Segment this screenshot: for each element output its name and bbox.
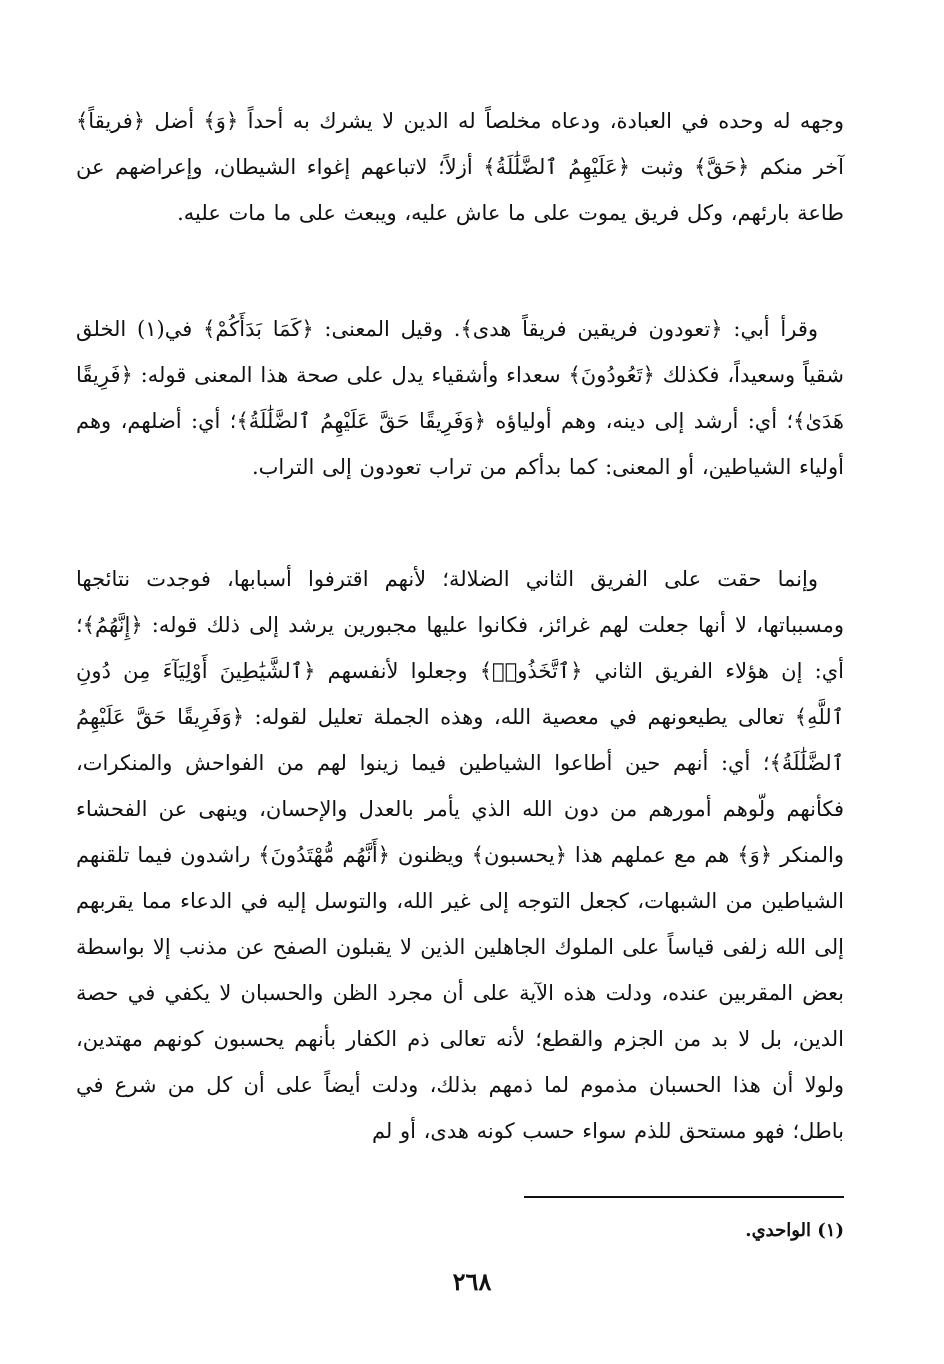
- paragraph-3: [76, 556, 844, 1154]
- paragraph-1-text: وجهه له وحده في العبادة، ودعاه مخلصاً له الدين لا يشرك به أحداً ﴿وَ﴾ أضل ﴿فريقاً﴾ آخر منكم ﴿حَقَّ﴾ وثبت ﴿عَلَيْهِمُ ٱلضَّلَٰلَةُ﴾ أزلاً؛ لاتباعهم إغواء الشيطان، وإعراضهم عن طاعة بارئهم، وكل فريق يموت على ما عاش عليه، ويبعث على ما مات عليه.: [76, 109, 844, 225]
- paragraph-3-text: وإنما حقت على الفريق الثاني الضلالة؛ لأنهم اقترفوا أسبابها، فوجدت نتائجها ومسبباتها، لا أنها جعلت لهم غرائز، فكانوا عليها مجبورين يرشد إلى ذلك قوله: ﴿إِنَّهُمُ﴾؛ أي: إن هؤلاء الفريق الثاني ﴿ٱتَّخَذُوا۟﴾ وجعلوا لأنفسهم ﴿ٱلشَّيَٰطِينَ أَوْلِيَآءَ مِن دُونِ ٱللَّهِ﴾ تعالى يطيعونهم في معصية الله، وهذه الجملة تعليل لقوله: ﴿وَفَرِيقًا حَقَّ عَلَيْهِمُ ٱلضَّلَٰلَةُ﴾؛ أي: أنهم حين أطاعوا الشياطين فيما زينوا لهم من الفواحش والمنكرات، فكأنهم ولّوهم أمورهم من دون الله الذي يأمر بالعدل والإحسان، وينهى عن الفحشاء والمنكر ﴿وَ﴾ هم مع عملهم هذا ﴿يحسبون﴾ ويظنون ﴿أَنَّهُم مُّهْتَدُونَ﴾ راشدون فيما تلقنهم الشياطين من الشبهات، كجعل التوجه إلى غير الله، والتوسل إليه في الدعاء مما يقربهم إلى الله زلفى قياساً على الملوك الجاهلين الذين لا يقبلون الصفح عن مذنب إلا بواسطة بعض المقربين عنده، ودلت هذه الآية على أن مجرد الظن والحسبان لا يكفي في حصة الدين، بل لا بد من الجزم والقطع؛ لأنه تعالى ذم الكفار بأنهم يحسبون كونهم مهتدين، ولولا أن هذا الحسبان مذموم لما ذمهم بذلك، ودلت أيضاً على أن كل من شرع في باطل؛ فهو مستحق للذم سواء حسب كونه هدى، أو لم: [76, 567, 844, 1143]
- page-number: ٢٦٨: [452, 1267, 492, 1296]
- paragraph-2: [76, 306, 844, 490]
- paragraph-1: [76, 98, 844, 236]
- footnote-text: (١) الواحدي.: [745, 1220, 844, 1241]
- footnote-divider: [524, 1196, 844, 1198]
- paragraph-2-text: وقرأ أبي: ﴿تعودون فريقين فريقاً هدى﴾. وقيل المعنى: ﴿كَمَا بَدَأَكُمْ﴾ في(١) الخلق شقياً وسعيداً، فكذلك ﴿تَعُودُونَ﴾ سعداء وأشقياء يدل على صحة هذا المعنى قوله: ﴿فَرِيقًا هَدَىٰ﴾؛ أي: أرشد إلى دينه، وهم أولياؤه ﴿وَفَرِيقًا حَقَّ عَلَيْهِمُ ٱلضَّلَٰلَةُ﴾؛ أي: أضلهم، وهم أولياء الشياطين، أو المعنى: كما بدأكم من تراب تعودون إلى التراب.: [76, 317, 844, 479]
- footnote: [500, 1216, 844, 1246]
